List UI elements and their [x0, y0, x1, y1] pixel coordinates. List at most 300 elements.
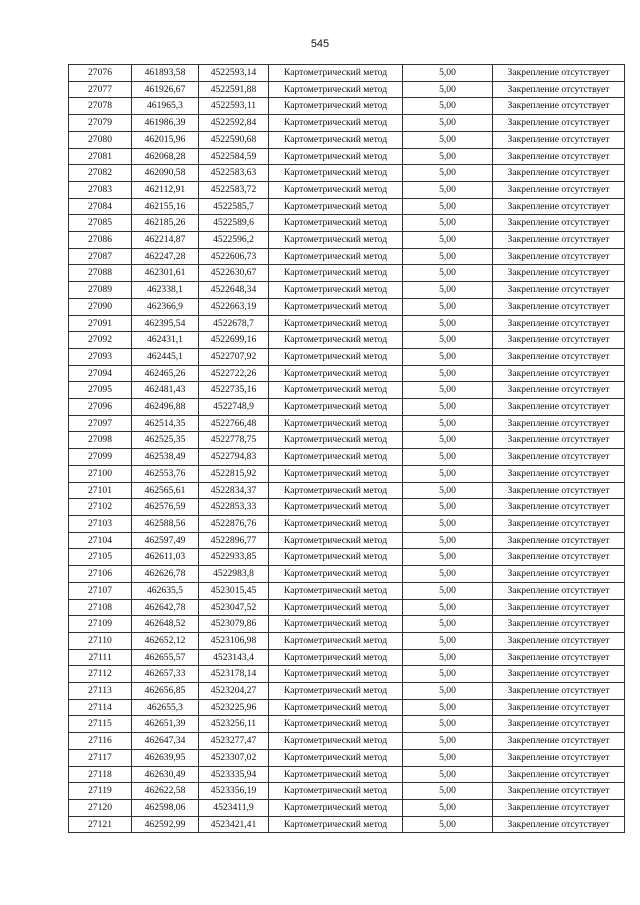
- y-coordinate-cell: 4522593,14: [199, 65, 269, 82]
- y-coordinate-cell: 4523015,45: [199, 582, 269, 599]
- y-coordinate-cell: 4522876,76: [199, 515, 269, 532]
- accuracy-cell: 5,00: [403, 699, 493, 716]
- point-number-cell: 27076: [69, 65, 132, 82]
- y-coordinate-cell: 4523277,47: [199, 733, 269, 750]
- accuracy-cell: 5,00: [403, 766, 493, 783]
- x-coordinate-cell: 462366,9: [132, 298, 199, 315]
- table-row: [69, 749, 625, 766]
- accuracy-cell: 5,00: [403, 382, 493, 399]
- point-number-cell: 27104: [69, 532, 132, 549]
- x-coordinate-cell: 462588,56: [132, 515, 199, 532]
- fixation-cell: Закрепление отсутствует: [493, 65, 625, 82]
- point-number-cell: 27094: [69, 365, 132, 382]
- x-coordinate-cell: 462597,49: [132, 532, 199, 549]
- accuracy-cell: 5,00: [403, 599, 493, 616]
- y-coordinate-cell: 4523079,86: [199, 616, 269, 633]
- method-cell: Картометрический метод: [269, 81, 403, 98]
- method-cell: Картометрический метод: [269, 432, 403, 449]
- point-number-cell: 27087: [69, 248, 132, 265]
- table-row: [69, 549, 625, 566]
- point-number-cell: 27102: [69, 499, 132, 516]
- fixation-cell: Закрепление отсутствует: [493, 348, 625, 365]
- fixation-cell: Закрепление отсутствует: [493, 332, 625, 349]
- accuracy-cell: 5,00: [403, 98, 493, 115]
- y-coordinate-cell: 4523225,96: [199, 699, 269, 716]
- y-coordinate-cell: 4522722,26: [199, 365, 269, 382]
- table-row: [69, 499, 625, 516]
- table-row: [69, 699, 625, 716]
- method-cell: Картометрический метод: [269, 683, 403, 700]
- table-row: [69, 582, 625, 599]
- y-coordinate-cell: 4523356,19: [199, 783, 269, 800]
- y-coordinate-cell: 4522590,68: [199, 131, 269, 148]
- y-coordinate-cell: 4523204,27: [199, 683, 269, 700]
- accuracy-cell: 5,00: [403, 532, 493, 549]
- point-number-cell: 27118: [69, 766, 132, 783]
- table-row: [69, 616, 625, 633]
- x-coordinate-cell: 462090,58: [132, 165, 199, 182]
- method-cell: Картометрический метод: [269, 766, 403, 783]
- accuracy-cell: 5,00: [403, 733, 493, 750]
- table-row: [69, 532, 625, 549]
- accuracy-cell: 5,00: [403, 549, 493, 566]
- point-number-cell: 27095: [69, 382, 132, 399]
- accuracy-cell: 5,00: [403, 432, 493, 449]
- y-coordinate-cell: 4523106,98: [199, 632, 269, 649]
- fixation-cell: Закрепление отсутствует: [493, 599, 625, 616]
- method-cell: Картометрический метод: [269, 666, 403, 683]
- x-coordinate-cell: 462642,78: [132, 599, 199, 616]
- x-coordinate-cell: 462445,1: [132, 348, 199, 365]
- point-number-cell: 27099: [69, 449, 132, 466]
- y-coordinate-cell: 4522648,34: [199, 282, 269, 299]
- point-number-cell: 27092: [69, 332, 132, 349]
- method-cell: Картометрический метод: [269, 515, 403, 532]
- y-coordinate-cell: 4522834,37: [199, 482, 269, 499]
- fixation-cell: Закрепление отсутствует: [493, 683, 625, 700]
- accuracy-cell: 5,00: [403, 115, 493, 132]
- accuracy-cell: 5,00: [403, 81, 493, 98]
- accuracy-cell: 5,00: [403, 783, 493, 800]
- point-number-cell: 27086: [69, 232, 132, 249]
- y-coordinate-cell: 4522630,67: [199, 265, 269, 282]
- x-coordinate-cell: 462214,87: [132, 232, 199, 249]
- x-coordinate-cell: 462496,88: [132, 399, 199, 416]
- table-row: [69, 131, 625, 148]
- accuracy-cell: 5,00: [403, 649, 493, 666]
- fixation-cell: Закрепление отсутствует: [493, 582, 625, 599]
- x-coordinate-cell: 462655,3: [132, 699, 199, 716]
- point-number-cell: 27080: [69, 131, 132, 148]
- table-row: [69, 733, 625, 750]
- table-row: [69, 365, 625, 382]
- accuracy-cell: 5,00: [403, 749, 493, 766]
- fixation-cell: Закрепление отсутствует: [493, 148, 625, 165]
- y-coordinate-cell: 4522707,92: [199, 348, 269, 365]
- table-row: [69, 799, 625, 816]
- fixation-cell: Закрепление отсутствует: [493, 766, 625, 783]
- fixation-cell: Закрепление отсутствует: [493, 749, 625, 766]
- table-row: [69, 148, 625, 165]
- point-number-cell: 27091: [69, 315, 132, 332]
- method-cell: Картометрический метод: [269, 65, 403, 82]
- accuracy-cell: 5,00: [403, 131, 493, 148]
- table-row: [69, 816, 625, 833]
- fixation-cell: Закрепление отсутствует: [493, 248, 625, 265]
- point-number-cell: 27105: [69, 549, 132, 566]
- y-coordinate-cell: 4522593,11: [199, 98, 269, 115]
- accuracy-cell: 5,00: [403, 465, 493, 482]
- fixation-cell: Закрепление отсутствует: [493, 799, 625, 816]
- accuracy-cell: 5,00: [403, 799, 493, 816]
- x-coordinate-cell: 462015,96: [132, 131, 199, 148]
- point-number-cell: 27090: [69, 298, 132, 315]
- method-cell: Картометрический метод: [269, 332, 403, 349]
- table-row: [69, 716, 625, 733]
- method-cell: Картометрический метод: [269, 532, 403, 549]
- point-number-cell: 27111: [69, 649, 132, 666]
- point-number-cell: 27120: [69, 799, 132, 816]
- page-number: 545: [310, 38, 330, 50]
- point-number-cell: 27098: [69, 432, 132, 449]
- point-number-cell: 27110: [69, 632, 132, 649]
- fixation-cell: Закрепление отсутствует: [493, 549, 625, 566]
- table-row: [69, 482, 625, 499]
- method-cell: Картометрический метод: [269, 599, 403, 616]
- method-cell: Картометрический метод: [269, 115, 403, 132]
- point-number-cell: 27085: [69, 215, 132, 232]
- x-coordinate-cell: 462068,28: [132, 148, 199, 165]
- y-coordinate-cell: 4522663,19: [199, 298, 269, 315]
- table-row: [69, 332, 625, 349]
- accuracy-cell: 5,00: [403, 332, 493, 349]
- accuracy-cell: 5,00: [403, 482, 493, 499]
- table-row: [69, 215, 625, 232]
- method-cell: Картометрический метод: [269, 415, 403, 432]
- table-row: [69, 783, 625, 800]
- fixation-cell: Закрепление отсутствует: [493, 382, 625, 399]
- point-number-cell: 27116: [69, 733, 132, 750]
- x-coordinate-cell: 462565,61: [132, 482, 199, 499]
- point-number-cell: 27106: [69, 566, 132, 583]
- x-coordinate-cell: 462301,61: [132, 265, 199, 282]
- method-cell: Картометрический метод: [269, 98, 403, 115]
- method-cell: Картометрический метод: [269, 632, 403, 649]
- coordinates-table: [68, 64, 625, 833]
- fixation-cell: Закрепление отсутствует: [493, 632, 625, 649]
- fixation-cell: Закрепление отсутствует: [493, 399, 625, 416]
- fixation-cell: Закрепление отсутствует: [493, 816, 625, 833]
- accuracy-cell: 5,00: [403, 399, 493, 416]
- x-coordinate-cell: 462598,06: [132, 799, 199, 816]
- method-cell: Картометрический метод: [269, 582, 403, 599]
- table-row: [69, 115, 625, 132]
- point-number-cell: 27112: [69, 666, 132, 683]
- accuracy-cell: 5,00: [403, 816, 493, 833]
- x-coordinate-cell: 462657,33: [132, 666, 199, 683]
- y-coordinate-cell: 4523047,52: [199, 599, 269, 616]
- y-coordinate-cell: 4522933,85: [199, 549, 269, 566]
- x-coordinate-cell: 462553,76: [132, 465, 199, 482]
- y-coordinate-cell: 4522592,84: [199, 115, 269, 132]
- x-coordinate-cell: 462652,12: [132, 632, 199, 649]
- y-coordinate-cell: 4522983,8: [199, 566, 269, 583]
- point-number-cell: 27089: [69, 282, 132, 299]
- point-number-cell: 27096: [69, 399, 132, 416]
- x-coordinate-cell: 461926,67: [132, 81, 199, 98]
- y-coordinate-cell: 4522735,16: [199, 382, 269, 399]
- method-cell: Картометрический метод: [269, 282, 403, 299]
- x-coordinate-cell: 461893,58: [132, 65, 199, 82]
- accuracy-cell: 5,00: [403, 415, 493, 432]
- x-coordinate-cell: 462611,03: [132, 549, 199, 566]
- fixation-cell: Закрепление отсутствует: [493, 232, 625, 249]
- accuracy-cell: 5,00: [403, 616, 493, 633]
- y-coordinate-cell: 4522748,9: [199, 399, 269, 416]
- fixation-cell: Закрепление отсутствует: [493, 265, 625, 282]
- y-coordinate-cell: 4523411,9: [199, 799, 269, 816]
- point-number-cell: 27108: [69, 599, 132, 616]
- fixation-cell: Закрепление отсутствует: [493, 198, 625, 215]
- fixation-cell: Закрепление отсутствует: [493, 616, 625, 633]
- x-coordinate-cell: 462622,58: [132, 783, 199, 800]
- method-cell: Картометрический метод: [269, 465, 403, 482]
- y-coordinate-cell: 4522583,72: [199, 181, 269, 198]
- method-cell: Картометрический метод: [269, 131, 403, 148]
- x-coordinate-cell: 462592,99: [132, 816, 199, 833]
- accuracy-cell: 5,00: [403, 198, 493, 215]
- fixation-cell: Закрепление отсутствует: [493, 783, 625, 800]
- x-coordinate-cell: 462635,5: [132, 582, 199, 599]
- x-coordinate-cell: 462481,43: [132, 382, 199, 399]
- method-cell: Картометрический метод: [269, 549, 403, 566]
- fixation-cell: Закрепление отсутствует: [493, 215, 625, 232]
- method-cell: Картометрический метод: [269, 482, 403, 499]
- point-number-cell: 27084: [69, 198, 132, 215]
- table-row: [69, 298, 625, 315]
- method-cell: Картометрический метод: [269, 215, 403, 232]
- fixation-cell: Закрепление отсутствует: [493, 131, 625, 148]
- fixation-cell: Закрепление отсутствует: [493, 365, 625, 382]
- table-row: [69, 265, 625, 282]
- point-number-cell: 27077: [69, 81, 132, 98]
- table-row: [69, 515, 625, 532]
- point-number-cell: 27119: [69, 783, 132, 800]
- y-coordinate-cell: 4523178,14: [199, 666, 269, 683]
- table-row: [69, 315, 625, 332]
- point-number-cell: 27083: [69, 181, 132, 198]
- y-coordinate-cell: 4522584,59: [199, 148, 269, 165]
- accuracy-cell: 5,00: [403, 181, 493, 198]
- accuracy-cell: 5,00: [403, 632, 493, 649]
- accuracy-cell: 5,00: [403, 348, 493, 365]
- method-cell: Картометрический метод: [269, 148, 403, 165]
- point-number-cell: 27078: [69, 98, 132, 115]
- accuracy-cell: 5,00: [403, 282, 493, 299]
- y-coordinate-cell: 4523143,4: [199, 649, 269, 666]
- table-row: [69, 198, 625, 215]
- fixation-cell: Закрепление отсутствует: [493, 449, 625, 466]
- accuracy-cell: 5,00: [403, 683, 493, 700]
- accuracy-cell: 5,00: [403, 265, 493, 282]
- method-cell: Картометрический метод: [269, 315, 403, 332]
- y-coordinate-cell: 4522853,33: [199, 499, 269, 516]
- accuracy-cell: 5,00: [403, 232, 493, 249]
- table-row: [69, 666, 625, 683]
- table-row: [69, 81, 625, 98]
- method-cell: Картометрический метод: [269, 382, 403, 399]
- x-coordinate-cell: 462431,1: [132, 332, 199, 349]
- table-row: [69, 348, 625, 365]
- y-coordinate-cell: 4522589,6: [199, 215, 269, 232]
- accuracy-cell: 5,00: [403, 566, 493, 583]
- y-coordinate-cell: 4523335,94: [199, 766, 269, 783]
- y-coordinate-cell: 4523421,41: [199, 816, 269, 833]
- method-cell: Картометрический метод: [269, 365, 403, 382]
- point-number-cell: 27107: [69, 582, 132, 599]
- point-number-cell: 27113: [69, 683, 132, 700]
- method-cell: Картометрический метод: [269, 499, 403, 516]
- method-cell: Картометрический метод: [269, 799, 403, 816]
- method-cell: Картометрический метод: [269, 298, 403, 315]
- point-number-cell: 27115: [69, 716, 132, 733]
- fixation-cell: Закрепление отсутствует: [493, 716, 625, 733]
- table-row: [69, 632, 625, 649]
- table-row: [69, 181, 625, 198]
- fixation-cell: Закрепление отсутствует: [493, 649, 625, 666]
- point-number-cell: 27088: [69, 265, 132, 282]
- x-coordinate-cell: 462112,91: [132, 181, 199, 198]
- accuracy-cell: 5,00: [403, 666, 493, 683]
- fixation-cell: Закрепление отсутствует: [493, 566, 625, 583]
- y-coordinate-cell: 4523307,02: [199, 749, 269, 766]
- table-row: [69, 599, 625, 616]
- accuracy-cell: 5,00: [403, 248, 493, 265]
- method-cell: Картометрический метод: [269, 649, 403, 666]
- method-cell: Картометрический метод: [269, 566, 403, 583]
- table-row: [69, 766, 625, 783]
- table-row: [69, 382, 625, 399]
- fixation-cell: Закрепление отсутствует: [493, 165, 625, 182]
- y-coordinate-cell: 4523256,11: [199, 716, 269, 733]
- method-cell: Картометрический метод: [269, 248, 403, 265]
- accuracy-cell: 5,00: [403, 215, 493, 232]
- table-row: [69, 649, 625, 666]
- x-coordinate-cell: 462626,78: [132, 566, 199, 583]
- table-row: [69, 432, 625, 449]
- y-coordinate-cell: 4522583,63: [199, 165, 269, 182]
- fixation-cell: Закрепление отсутствует: [493, 282, 625, 299]
- fixation-cell: Закрепление отсутствует: [493, 181, 625, 198]
- method-cell: Картометрический метод: [269, 181, 403, 198]
- accuracy-cell: 5,00: [403, 365, 493, 382]
- point-number-cell: 27121: [69, 816, 132, 833]
- method-cell: Картометрический метод: [269, 232, 403, 249]
- y-coordinate-cell: 4522591,88: [199, 81, 269, 98]
- x-coordinate-cell: 462465,26: [132, 365, 199, 382]
- table-row: [69, 65, 625, 82]
- accuracy-cell: 5,00: [403, 148, 493, 165]
- point-number-cell: 27082: [69, 165, 132, 182]
- table-row: [69, 683, 625, 700]
- x-coordinate-cell: 462648,52: [132, 616, 199, 633]
- x-coordinate-cell: 462155,16: [132, 198, 199, 215]
- x-coordinate-cell: 462655,57: [132, 649, 199, 666]
- method-cell: Картометрический метод: [269, 749, 403, 766]
- fixation-cell: Закрепление отсутствует: [493, 81, 625, 98]
- table-row: [69, 165, 625, 182]
- fixation-cell: Закрепление отсутствует: [493, 515, 625, 532]
- table-row: [69, 232, 625, 249]
- x-coordinate-cell: 461986,39: [132, 115, 199, 132]
- accuracy-cell: 5,00: [403, 716, 493, 733]
- point-number-cell: 27093: [69, 348, 132, 365]
- table-row: [69, 248, 625, 265]
- fixation-cell: Закрепление отсутствует: [493, 666, 625, 683]
- x-coordinate-cell: 462630,49: [132, 766, 199, 783]
- accuracy-cell: 5,00: [403, 165, 493, 182]
- table-row: [69, 399, 625, 416]
- table-row: [69, 566, 625, 583]
- y-coordinate-cell: 4522699,16: [199, 332, 269, 349]
- table-body: [69, 65, 625, 833]
- method-cell: Картометрический метод: [269, 165, 403, 182]
- x-coordinate-cell: 462656,85: [132, 683, 199, 700]
- x-coordinate-cell: 462185,26: [132, 215, 199, 232]
- method-cell: Картометрический метод: [269, 265, 403, 282]
- method-cell: Картометрический метод: [269, 616, 403, 633]
- point-number-cell: 27100: [69, 465, 132, 482]
- table-row: [69, 415, 625, 432]
- fixation-cell: Закрепление отсутствует: [493, 499, 625, 516]
- point-number-cell: 27103: [69, 515, 132, 532]
- x-coordinate-cell: 461965,3: [132, 98, 199, 115]
- x-coordinate-cell: 462647,34: [132, 733, 199, 750]
- point-number-cell: 27079: [69, 115, 132, 132]
- x-coordinate-cell: 462538,49: [132, 449, 199, 466]
- point-number-cell: 27114: [69, 699, 132, 716]
- y-coordinate-cell: 4522778,75: [199, 432, 269, 449]
- fixation-cell: Закрепление отсутствует: [493, 532, 625, 549]
- fixation-cell: Закрепление отсутствует: [493, 415, 625, 432]
- x-coordinate-cell: 462639,95: [132, 749, 199, 766]
- y-coordinate-cell: 4522678,7: [199, 315, 269, 332]
- method-cell: Картометрический метод: [269, 816, 403, 833]
- fixation-cell: Закрепление отсутствует: [493, 482, 625, 499]
- table-row: [69, 449, 625, 466]
- fixation-cell: Закрепление отсутствует: [493, 115, 625, 132]
- fixation-cell: Закрепление отсутствует: [493, 98, 625, 115]
- point-number-cell: 27097: [69, 415, 132, 432]
- x-coordinate-cell: 462247,28: [132, 248, 199, 265]
- method-cell: Картометрический метод: [269, 399, 403, 416]
- method-cell: Картометрический метод: [269, 699, 403, 716]
- fixation-cell: Закрепление отсутствует: [493, 699, 625, 716]
- point-number-cell: 27101: [69, 482, 132, 499]
- table-row: [69, 98, 625, 115]
- method-cell: Картометрический метод: [269, 783, 403, 800]
- y-coordinate-cell: 4522896,77: [199, 532, 269, 549]
- y-coordinate-cell: 4522815,92: [199, 465, 269, 482]
- accuracy-cell: 5,00: [403, 499, 493, 516]
- x-coordinate-cell: 462338,1: [132, 282, 199, 299]
- x-coordinate-cell: 462651,39: [132, 716, 199, 733]
- point-number-cell: 27109: [69, 616, 132, 633]
- x-coordinate-cell: 462525,35: [132, 432, 199, 449]
- y-coordinate-cell: 4522606,73: [199, 248, 269, 265]
- fixation-cell: Закрепление отсутствует: [493, 733, 625, 750]
- fixation-cell: Закрепление отсутствует: [493, 465, 625, 482]
